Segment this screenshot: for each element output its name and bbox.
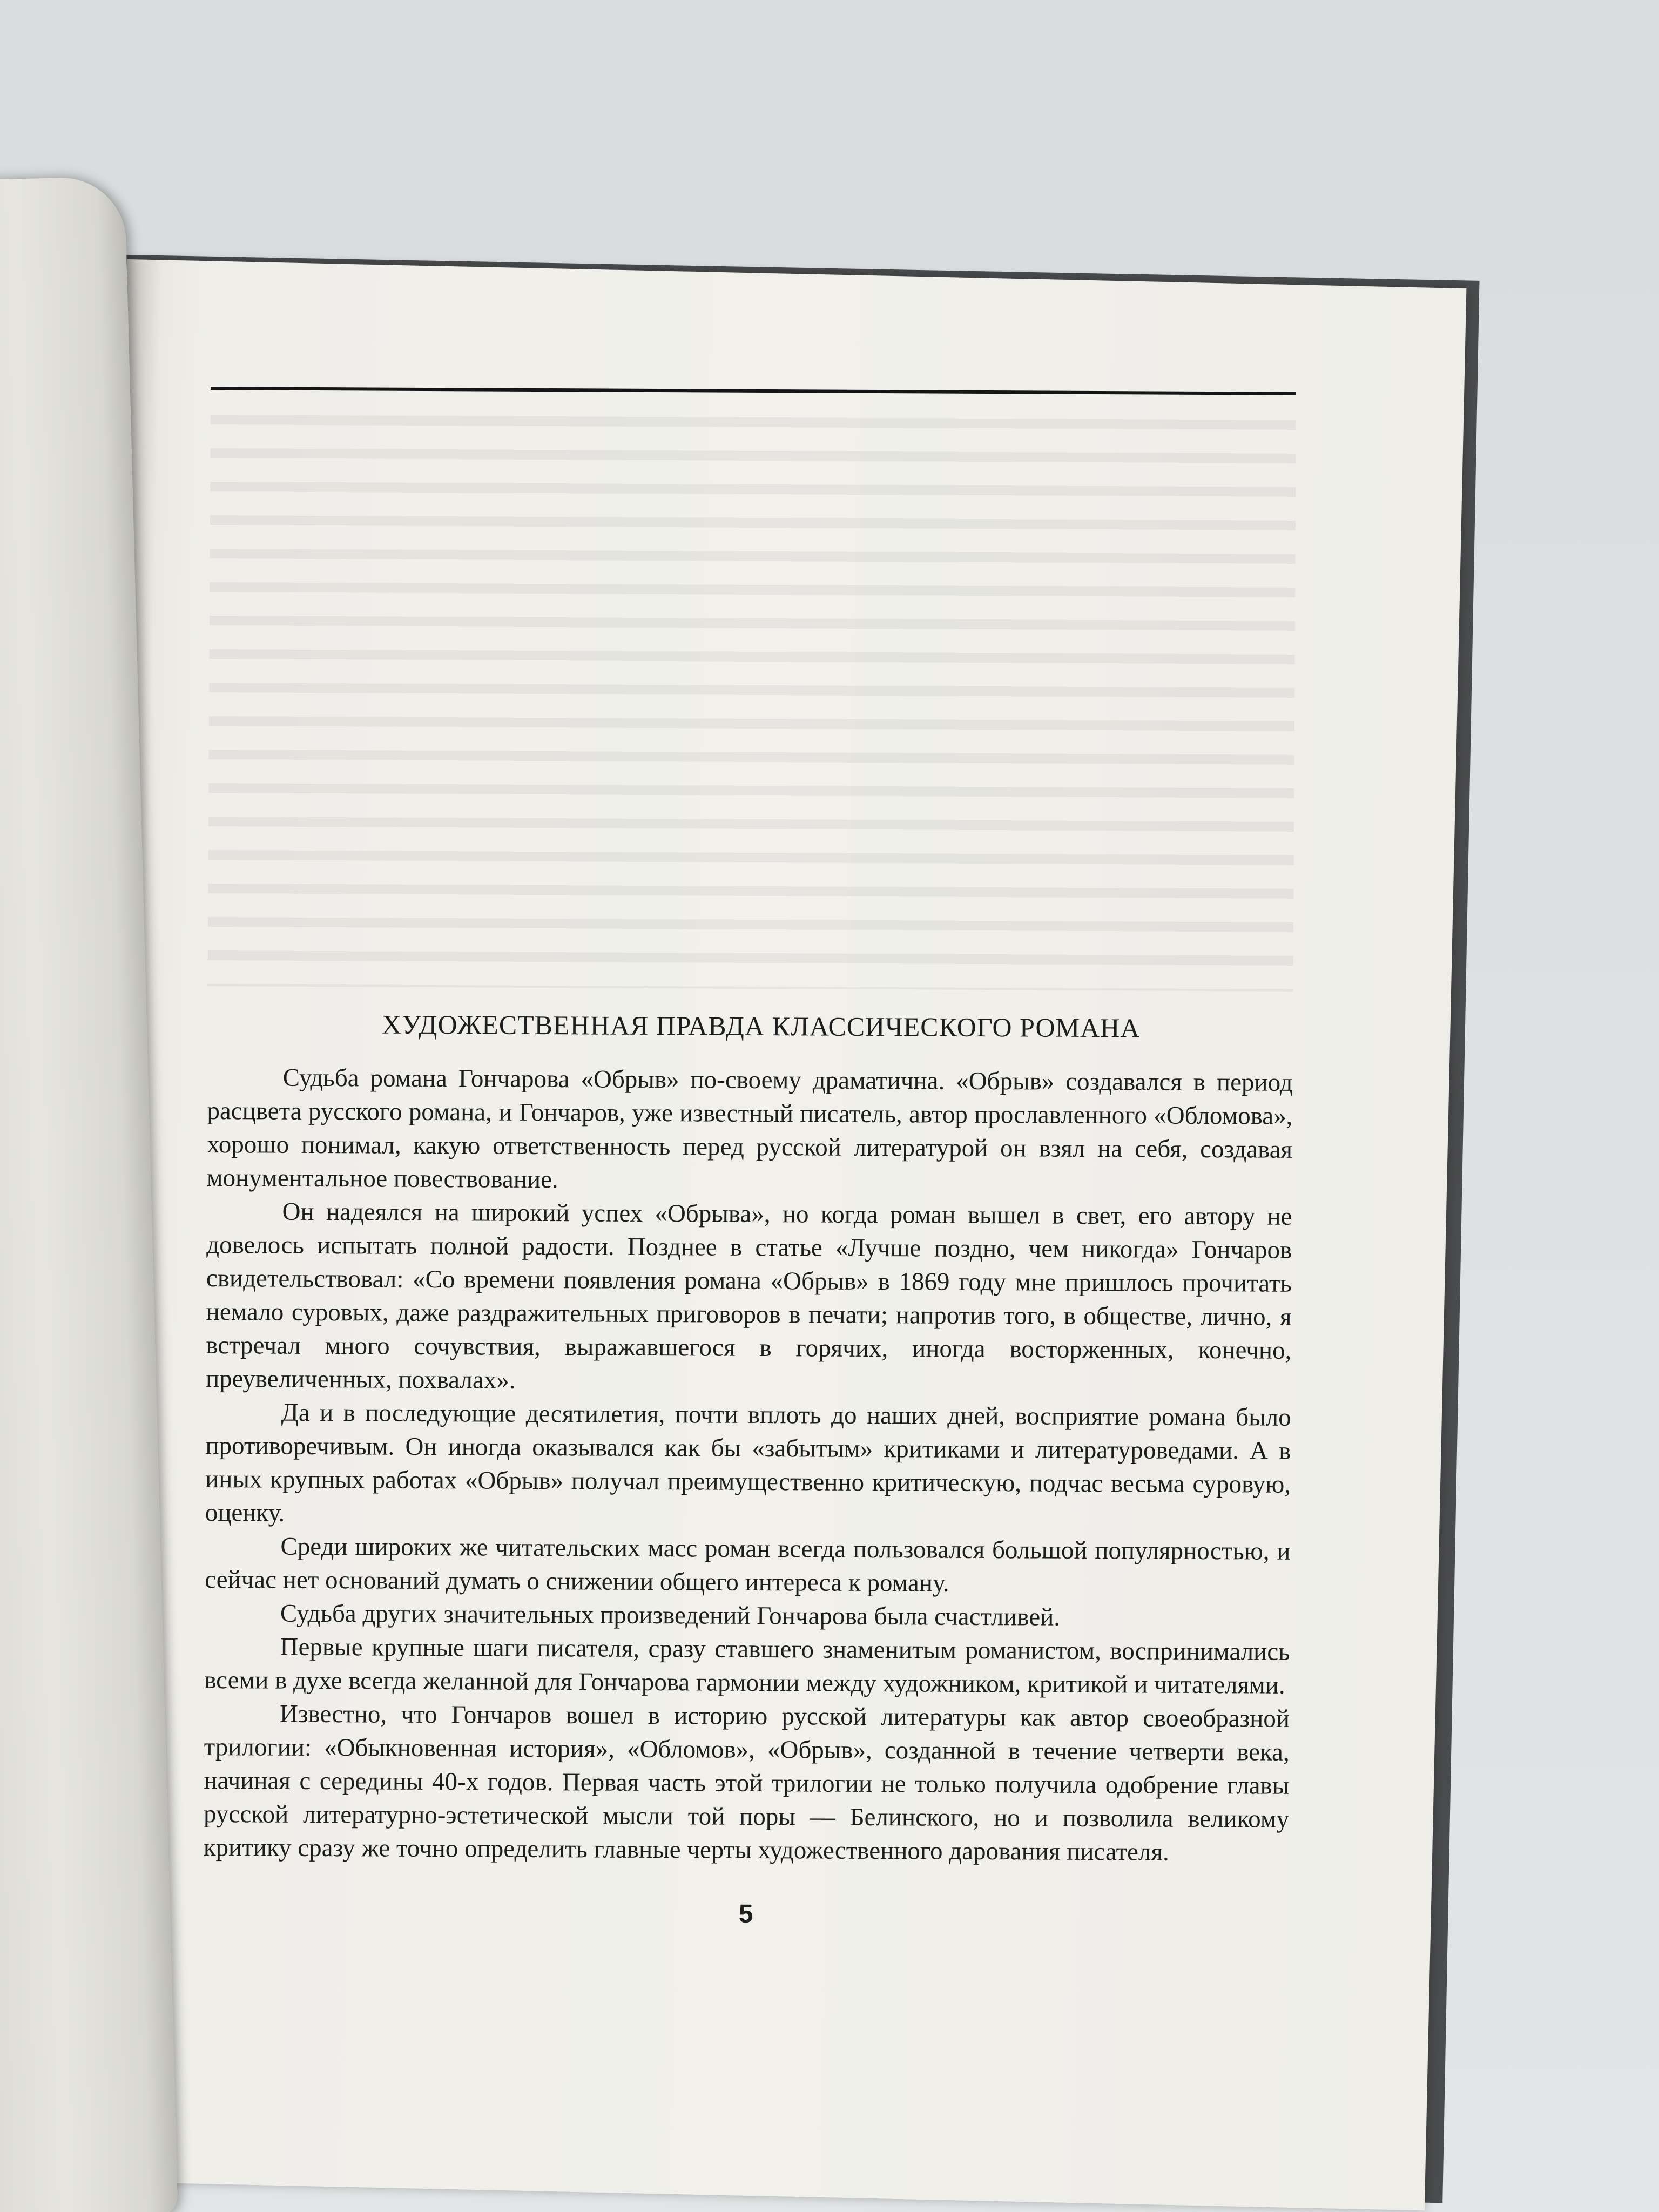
paragraph: Он надеялся на широкий успех «Обрыва», но когда роман вышел в свет, его автору не довелось испытать полной радости. Позднее в статье «Лучше поздно, чем никогда» Гончаров свидетельствовал: «Со времени появления романа «Обрыв» в 1869 году мне пришлось прочитать немало суровых, даже раздражительных приговоров в печати; напротив того, в обществе, лично, я встречал много сочувствия, выражавшегося в горячих, иногда восторженных, конечно, преувеличенных, похвалах». (205, 1197, 1292, 1394)
paragraph: Известно, что Гончаров вошел в историю русской литературы как автор своеобразной трилогии: «Обыкновенная история», «Обломов», «Обрыв», созданной в течение четверти века, начиная с середины 40-х годов. Первая часть этой трилогии не только получила одобрение главы русской литературно-эстетической мысли той поры — Белинского, но и позволила великому критику сразу же точно определить главные черты художественного дарования писателя. (203, 1700, 1290, 1866)
page-number: 5 (738, 1899, 753, 1928)
paragraph: Среди широких же читательских масс роман всегда пользовался большой популярностью, и сейчас нет оснований думать о снижении общего интереса к роману. (205, 1532, 1291, 1597)
chapter-title: ХУДОЖЕСТВЕННАЯ ПРАВДА КЛАССИЧЕСКОГО РОМАНА (381, 1009, 1141, 1043)
paragraph: Да и в последующие десятилетия, почти вплоть до наших дней, восприятие романа было противоречивым. Он иногда оказывался как бы «забытым» критиками и литературоведами. А в иных крупных работах «Обрыв» получал преимущественно критическую, подчас весьма суровую, оценку. (205, 1398, 1291, 1527)
page-content (203, 387, 1296, 1932)
bleed-through-text (208, 403, 1296, 992)
paragraph: Первые крупные шаги писателя, сразу ставшего знаменитым романистом, воспринимались всеми в духе всегда желанной для Гончарова гармонии между художником, критикой и читателями. (204, 1633, 1290, 1700)
paragraph: Судьба других значительных произведений Гончарова была счастливей. (280, 1599, 1061, 1631)
paragraph: Судьба романа Гончарова «Обрыв» по-своему драматична. «Обрыв» создавался в период расцвета русского романа, и Гончаров, уже известный писатель, автор прославленного «Обломова», хорошо понимал, какую ответственность перед русской литературой он взял на себя, создавая монументальное повествование. (206, 1063, 1293, 1194)
